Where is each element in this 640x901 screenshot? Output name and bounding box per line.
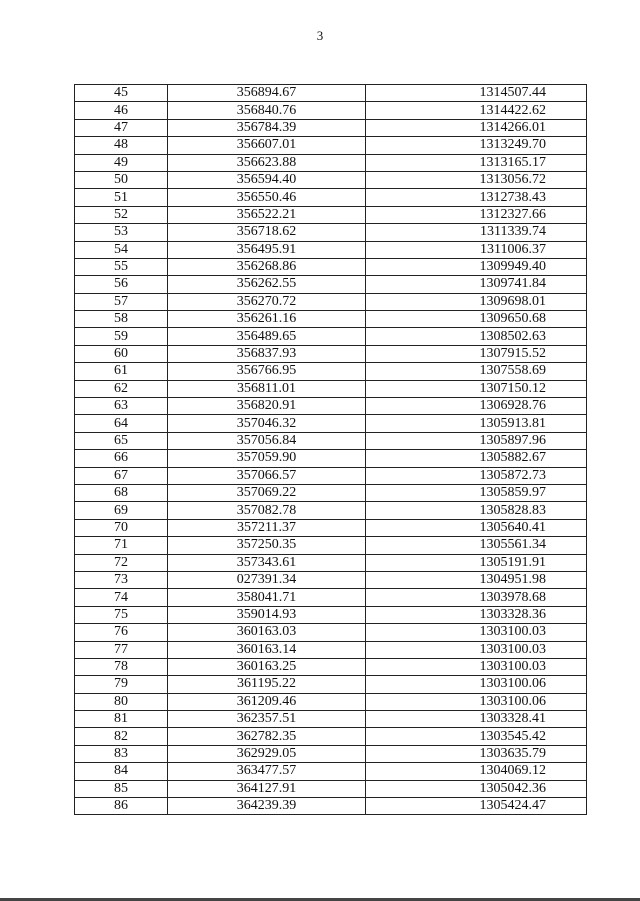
y-coordinate-cell: 1309650.68 [366,311,587,328]
point-number-cell: 71 [75,537,168,554]
x-coordinate-cell: 356623.88 [168,154,366,171]
y-coordinate-cell: 1305897.96 [366,432,587,449]
y-coordinate-cell: 1314266.01 [366,119,587,136]
x-coordinate-cell: 357059.90 [168,450,366,467]
y-coordinate-cell: 1311006.37 [366,241,587,258]
table-row [75,432,587,449]
y-coordinate-cell: 1303100.06 [366,693,587,710]
point-number-cell: 74 [75,589,168,606]
x-coordinate-cell: 359014.93 [168,606,366,623]
point-number-cell: 55 [75,258,168,275]
x-coordinate-cell: 356784.39 [168,119,366,136]
y-coordinate-cell: 1303100.06 [366,676,587,693]
table-row [75,206,587,223]
x-coordinate-cell: 356262.55 [168,276,366,293]
y-coordinate-cell: 1305882.67 [366,450,587,467]
point-number-cell: 50 [75,171,168,188]
y-coordinate-cell: 1307915.52 [366,345,587,362]
y-coordinate-cell: 1312327.66 [366,206,587,223]
table-row [75,745,587,762]
table-row [75,276,587,293]
point-number-cell: 62 [75,380,168,397]
y-coordinate-cell: 1303978.68 [366,589,587,606]
x-coordinate-cell: 360163.14 [168,641,366,658]
x-coordinate-cell: 362782.35 [168,728,366,745]
table-row [75,519,587,536]
table-row [75,137,587,154]
y-coordinate-cell: 1305640.41 [366,519,587,536]
point-number-cell: 53 [75,224,168,241]
table-row [75,571,587,588]
point-number-cell: 65 [75,432,168,449]
point-number-cell: 46 [75,102,168,119]
point-number-cell: 66 [75,450,168,467]
table-row [75,224,587,241]
x-coordinate-cell: 356766.95 [168,363,366,380]
point-number-cell: 81 [75,711,168,728]
y-coordinate-cell: 1305872.73 [366,467,587,484]
y-coordinate-cell: 1306928.76 [366,398,587,415]
point-number-cell: 48 [75,137,168,154]
y-coordinate-cell: 1314422.62 [366,102,587,119]
table-row [75,363,587,380]
table-row [75,763,587,780]
point-number-cell: 56 [75,276,168,293]
table-row [75,293,587,310]
y-coordinate-cell: 1312738.43 [366,189,587,206]
table-row [75,658,587,675]
y-coordinate-cell: 1309698.01 [366,293,587,310]
table-row [75,102,587,119]
point-number-cell: 76 [75,624,168,641]
point-number-cell: 83 [75,745,168,762]
y-coordinate-cell: 1307150.12 [366,380,587,397]
y-coordinate-cell: 1307558.69 [366,363,587,380]
x-coordinate-cell: 356550.46 [168,189,366,206]
x-coordinate-cell: 357211.37 [168,519,366,536]
table-row [75,502,587,519]
x-coordinate-cell: 364127.91 [168,780,366,797]
point-number-cell: 54 [75,241,168,258]
y-coordinate-cell: 1303328.41 [366,711,587,728]
point-number-cell: 84 [75,763,168,780]
y-coordinate-cell: 1303635.79 [366,745,587,762]
table-row [75,154,587,171]
x-coordinate-cell: 356270.72 [168,293,366,310]
x-coordinate-cell: 356837.93 [168,345,366,362]
point-number-cell: 86 [75,798,168,815]
point-number-cell: 80 [75,693,168,710]
y-coordinate-cell: 1305913.81 [366,415,587,432]
point-number-cell: 72 [75,554,168,571]
x-coordinate-cell: 356261.16 [168,311,366,328]
y-coordinate-cell: 1314507.44 [366,85,587,102]
x-coordinate-cell: 356522.21 [168,206,366,223]
x-coordinate-cell: 357046.32 [168,415,366,432]
x-coordinate-cell: 360163.03 [168,624,366,641]
table-row [75,415,587,432]
y-coordinate-cell: 1303328.36 [366,606,587,623]
point-number-cell: 63 [75,398,168,415]
point-number-cell: 70 [75,519,168,536]
point-number-cell: 85 [75,780,168,797]
x-coordinate-cell: 356718.62 [168,224,366,241]
table-row [75,624,587,641]
point-number-cell: 45 [75,85,168,102]
point-number-cell: 64 [75,415,168,432]
y-coordinate-cell: 1304951.98 [366,571,587,588]
y-coordinate-cell: 1309741.84 [366,276,587,293]
table-row [75,641,587,658]
point-number-cell: 73 [75,571,168,588]
x-coordinate-cell: 357343.61 [168,554,366,571]
point-number-cell: 47 [75,119,168,136]
point-number-cell: 77 [75,641,168,658]
y-coordinate-cell: 1309949.40 [366,258,587,275]
table-row [75,606,587,623]
x-coordinate-cell: 364239.39 [168,798,366,815]
x-coordinate-cell: 356811.01 [168,380,366,397]
x-coordinate-cell: 358041.71 [168,589,366,606]
table-row [75,676,587,693]
x-coordinate-cell: 360163.25 [168,658,366,675]
y-coordinate-cell: 1313056.72 [366,171,587,188]
point-number-cell: 61 [75,363,168,380]
table-row [75,728,587,745]
table-row [75,345,587,362]
x-coordinate-cell: 357056.84 [168,432,366,449]
x-coordinate-cell: 356840.76 [168,102,366,119]
y-coordinate-cell: 1305561.34 [366,537,587,554]
table-row [75,241,587,258]
coordinates-table-body [75,85,587,815]
y-coordinate-cell: 1303545.42 [366,728,587,745]
x-coordinate-cell: 361209.46 [168,693,366,710]
point-number-cell: 67 [75,467,168,484]
point-number-cell: 78 [75,658,168,675]
y-coordinate-cell: 1303100.03 [366,624,587,641]
y-coordinate-cell: 1304069.12 [366,763,587,780]
point-number-cell: 58 [75,311,168,328]
y-coordinate-cell: 1305042.36 [366,780,587,797]
table-row [75,119,587,136]
y-coordinate-cell: 1308502.63 [366,328,587,345]
y-coordinate-cell: 1313165.17 [366,154,587,171]
y-coordinate-cell: 1305828.83 [366,502,587,519]
table-row [75,398,587,415]
y-coordinate-cell: 1311339.74 [366,224,587,241]
point-number-cell: 49 [75,154,168,171]
point-number-cell: 75 [75,606,168,623]
table-row [75,711,587,728]
table-row [75,380,587,397]
y-coordinate-cell: 1305191.91 [366,554,587,571]
x-coordinate-cell: 357066.57 [168,467,366,484]
table-row [75,311,587,328]
table-row [75,798,587,815]
x-coordinate-cell: 356594.40 [168,171,366,188]
x-coordinate-cell: 027391.34 [168,571,366,588]
page-number: 3 [316,28,324,43]
point-number-cell: 68 [75,484,168,501]
x-coordinate-cell: 357250.35 [168,537,366,554]
point-number-cell: 79 [75,676,168,693]
point-number-cell: 82 [75,728,168,745]
x-coordinate-cell: 361195.22 [168,676,366,693]
table-row [75,780,587,797]
point-number-cell: 59 [75,328,168,345]
x-coordinate-cell: 356495.91 [168,241,366,258]
table-row [75,450,587,467]
point-number-cell: 57 [75,293,168,310]
y-coordinate-cell: 1313249.70 [366,137,587,154]
table-row [75,589,587,606]
x-coordinate-cell: 363477.57 [168,763,366,780]
point-number-cell: 51 [75,189,168,206]
x-coordinate-cell: 356489.65 [168,328,366,345]
y-coordinate-cell: 1303100.03 [366,658,587,675]
point-number-cell: 69 [75,502,168,519]
y-coordinate-cell: 1303100.03 [366,641,587,658]
x-coordinate-cell: 356894.67 [168,85,366,102]
coordinates-table [74,84,587,815]
x-coordinate-cell: 362929.05 [168,745,366,762]
x-coordinate-cell: 362357.51 [168,711,366,728]
y-coordinate-cell: 1305424.47 [366,798,587,815]
table-row [75,171,587,188]
table-row [75,85,587,102]
table-row [75,537,587,554]
table-row [75,484,587,501]
table-row [75,258,587,275]
table-row [75,693,587,710]
x-coordinate-cell: 356268.86 [168,258,366,275]
table-row [75,189,587,206]
table-row [75,467,587,484]
x-coordinate-cell: 356607.01 [168,137,366,154]
table-row [75,328,587,345]
x-coordinate-cell: 357082.78 [168,502,366,519]
y-coordinate-cell: 1305859.97 [366,484,587,501]
point-number-cell: 52 [75,206,168,223]
table-row [75,554,587,571]
x-coordinate-cell: 357069.22 [168,484,366,501]
x-coordinate-cell: 356820.91 [168,398,366,415]
point-number-cell: 60 [75,345,168,362]
